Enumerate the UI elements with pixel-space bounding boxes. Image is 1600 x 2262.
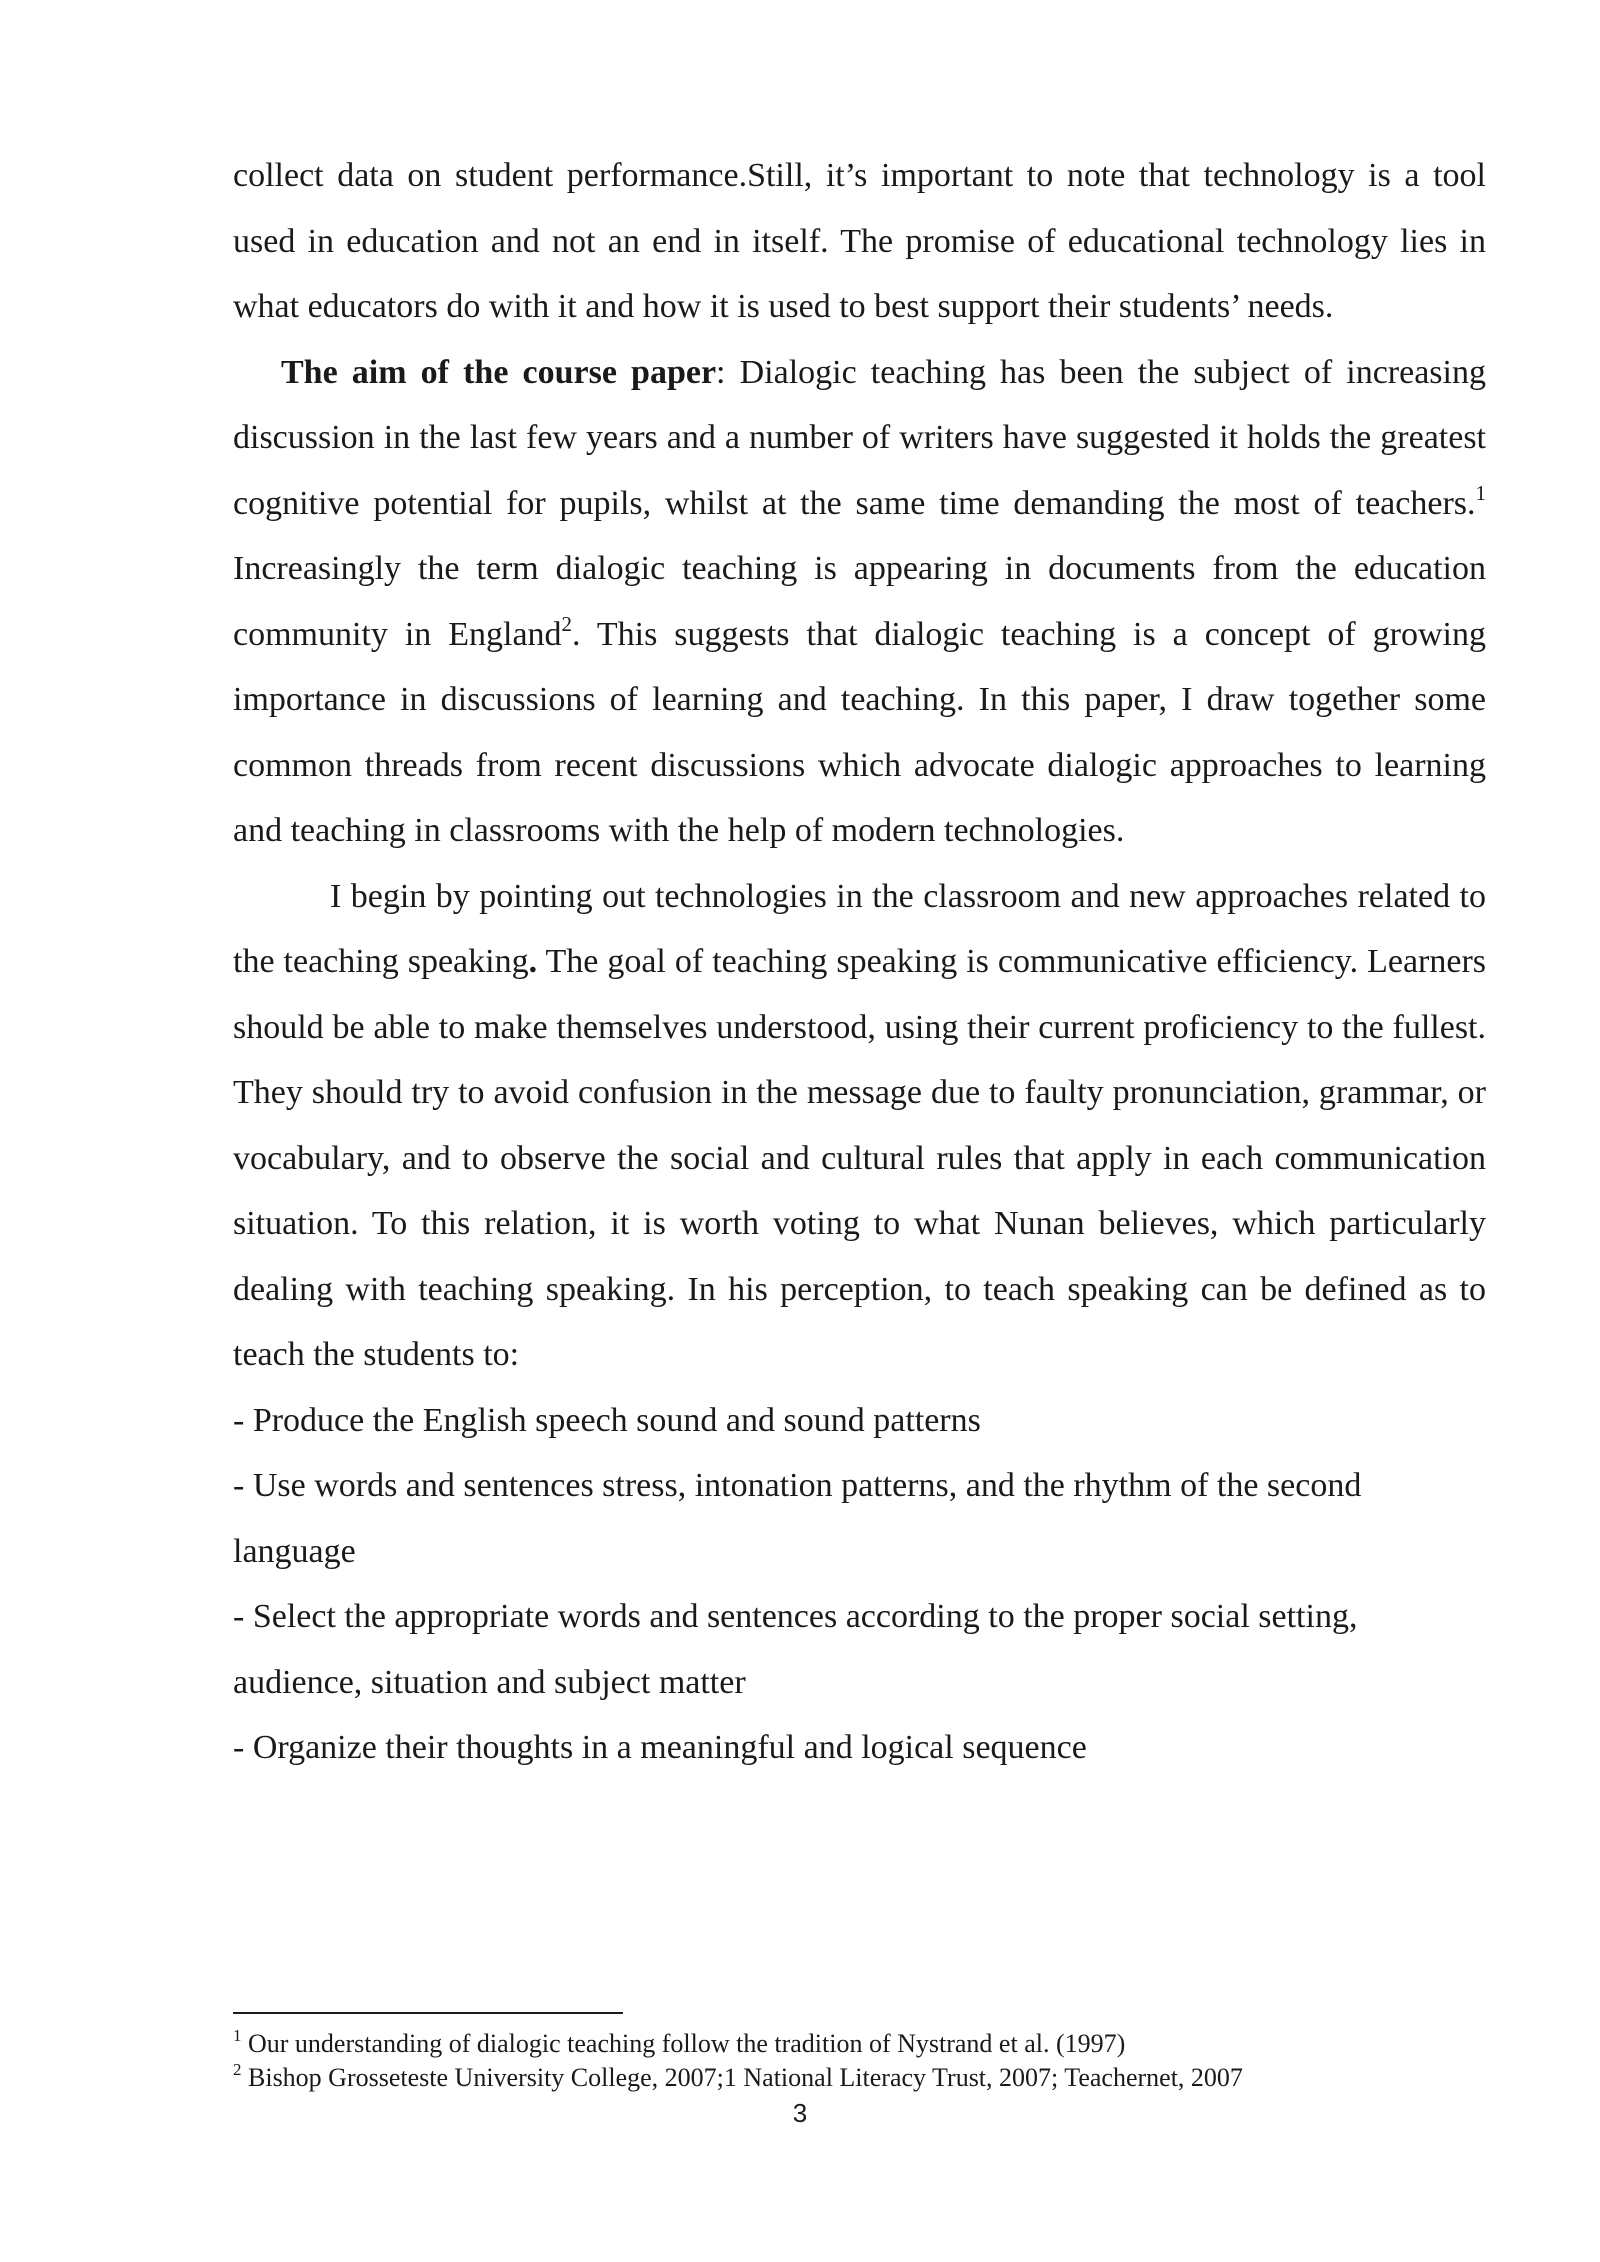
paragraph-intro-continuation: collect data on student performance.Still, it’s important to note that technology is a tool used in education and not an end in itself. The promise of educational technology lies in what educators do with it and how it is used to best support their students’ needs. (233, 157, 1486, 325)
footnote-2-text: Bishop Grosseteste University College, 2007;1 National Literacy Trust, 2007; Teachernet, 2007 (241, 2063, 1243, 2092)
list-item-organize-thoughts: - Organize their thoughts in a meaningful and logical sequence (233, 1729, 1087, 1766)
body-text (233, 143, 1486, 1781)
paragraph-course-aim (233, 340, 1486, 864)
teaching-speaking-text-b: The goal of teaching speaking is communicative efficiency. Learners should be able to make themselves understood, using their current proficiency to the fullest. They should try to avoid confusion in the message due to faulty pronunciation, grammar, or vocabulary, and to observe the social and cultural rules that apply in each communication situation. To this relation, it is worth voting to what Nunan believes, which particularly dealing with teaching speaking. In his perception, to teach speaking can be defined as to teach the students to: (233, 943, 1487, 1373)
footnotes (233, 2027, 1493, 2095)
footnote-ref-2[interactable]: 2 (561, 611, 573, 636)
course-aim-text-a: : Dialogic teaching has been the subject of increasing discussion in the last few years and a number of writers have suggested it holds the greatest cognitive potential for pupils, whilst at the same time demanding the most of teachers. (233, 353, 1486, 522)
footnote-2-marker: 2 (233, 2060, 242, 2079)
paragraph-teaching-speaking (233, 864, 1486, 1388)
list-item-select-words: - Select the appropriate words and sentences according to the proper social setting, audience, situation and subject matter (233, 1598, 1358, 1701)
course-aim-text-c: . This suggests that dialogic teaching is a concept of growing importance in discussions of learning and teaching. In this paper, I draw together some common threads from recent discussions which advocate dialogic approaches to learning and teaching in classrooms with the help of modern technologies. (233, 615, 1486, 849)
footnote-ref-1[interactable]: 1 (1475, 480, 1486, 505)
course-aim-heading: The aim of the course paper (281, 353, 717, 391)
teaching-speaking-text-a: I begin by pointing out technologies in the classroom and new approaches related to the teaching speaking (233, 877, 1486, 980)
footnote-2 (233, 2061, 1493, 2095)
footnote-1 (233, 2027, 1493, 2061)
course-aim-text-b: Increasingly the term dialogic teaching is appearing in documents from the education community in England (233, 550, 1486, 653)
footnote-1-text: Our understanding of dialogic teaching follow the tradition of Nystrand et al. (1997) (241, 2029, 1126, 2058)
footnote-separator (233, 2012, 623, 2014)
page-number: 3 (792, 2098, 808, 2128)
list-item-stress-intonation: - Use words and sentences stress, intonation patterns, and the rhythm of the second language (233, 1467, 1362, 1570)
list-item-produce-sounds: - Produce the English speech sound and sound patterns (233, 1401, 981, 1439)
teaching-speaking-bold-period: . (528, 943, 538, 980)
footnote-1-marker: 1 (233, 2026, 242, 2045)
